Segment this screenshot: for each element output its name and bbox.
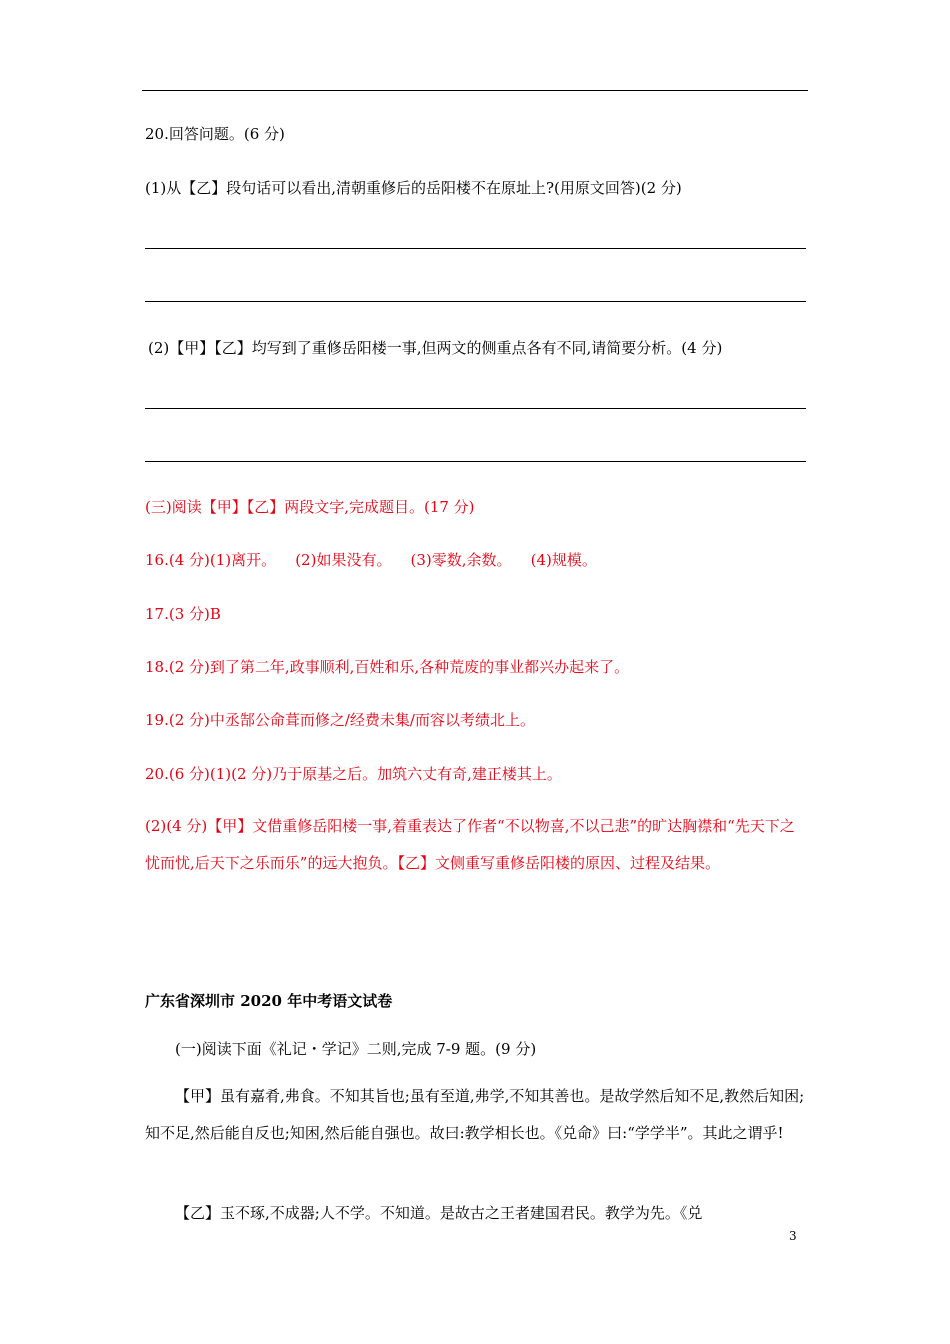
answer-20-part-1: 20.(6 分)(1)(2 分)乃于原基之后。加筑六丈有奇,建正楼其上。 — [145, 765, 562, 783]
answer-section-title: (三)阅读【甲】【乙】两段文字,完成题目。(17 分) — [145, 498, 475, 516]
answer-20-part-2: (2)(4 分)【甲】文借重修岳阳楼一事,着重表达了作者“不以物喜,不以己悲”的旷达胸襟和“先天下之忧而忧,后天下之乐而乐”的远大抱负。【乙】文侧重写重修岳阳楼的原因、过程及结果。 — [145, 817, 795, 872]
header-rule — [142, 90, 808, 91]
question-20-part-2: (2)【甲】【乙】均写到了重修岳阳楼一事,但两文的侧重点各有不同,请简要分析。(4 分) — [148, 339, 723, 357]
exam-title: 广东省深圳市 2020 年中考语文试卷 — [145, 992, 393, 1010]
answer-line — [145, 301, 806, 302]
answer-16: 16.(4 分)(1)离开。 (2)如果没有。 (3)零数,余数。 (4)规模。 — [145, 551, 597, 569]
passage-jia: 【甲】虽有嘉肴,弗食。不知其旨也;虽有至道,弗学,不知其善也。是故学然后知不足,教然后知困;知不足,然后能自反也;知困,然后能自强也。故曰:教学相长也。《兑命》曰:“学学半”。其此之谓乎! — [145, 1087, 805, 1142]
passage-yi: 【乙】玉不琢,不成器;人不学。不知道。是故古之王者建国君民。教学为先。《兑 — [175, 1204, 703, 1222]
answer-line — [145, 248, 806, 249]
question-20-title: 20.回答问题。(6 分) — [145, 125, 285, 143]
answer-line — [145, 461, 806, 462]
question-20-part-1: (1)从【乙】段句话可以看出,清朝重修后的岳阳楼不在原址上?(用原文回答)(2 分) — [145, 179, 682, 197]
answer-18: 18.(2 分)到了第二年,政事顺利,百姓和乐,各种荒废的事业都兴办起来了。 — [145, 658, 630, 676]
answer-line — [145, 408, 806, 409]
answer-17: 17.(3 分)B — [145, 605, 221, 623]
exam-section-1: (一)阅读下面《礼记・学记》二则,完成 7-9 题。(9 分) — [175, 1040, 537, 1058]
answer-19: 19.(2 分)中丞郜公命葺而修之/经费未集/而容以考绩北上。 — [145, 711, 535, 729]
page-number: 3 — [789, 1229, 797, 1243]
